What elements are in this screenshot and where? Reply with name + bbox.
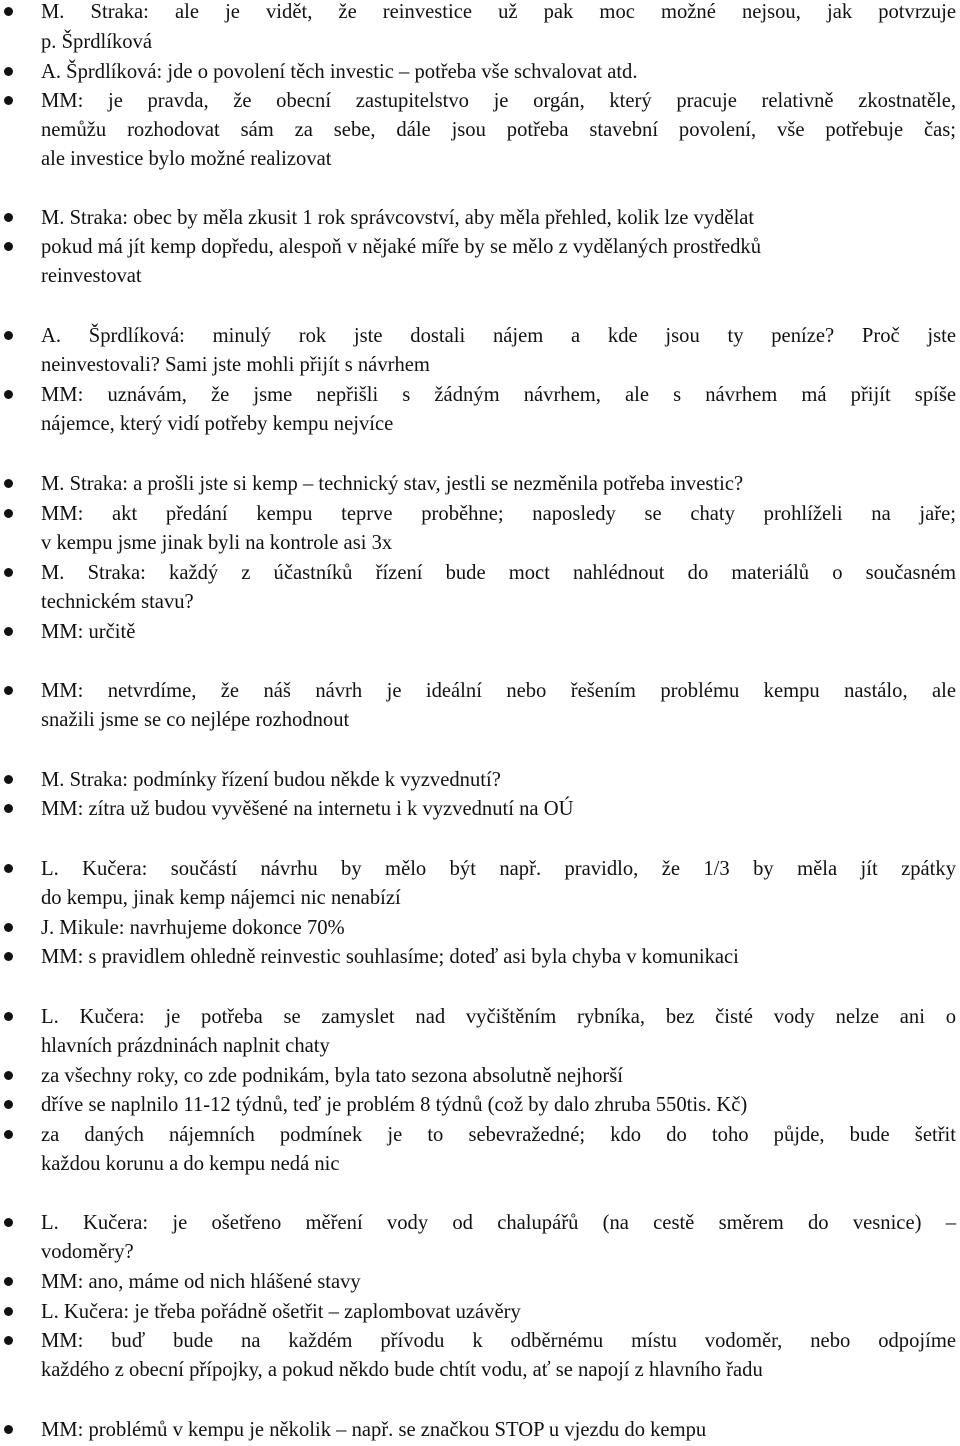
- paragraph-line: nemůžu rozhodovat sám za sebe, dále jsou potřeba stavební povolení, vše potřebuje čas;: [41, 119, 956, 141]
- paragraph-line: L. Kučera: je ošetřeno měření vody od chalupářů (na cestě směrem do vesnice) –: [41, 1212, 956, 1234]
- bullet-icon: [4, 96, 13, 105]
- paragraph-line: za daných nájemních podmínek je to sebevražedné; kdo do toho půjde, bude šetřit: [41, 1124, 956, 1146]
- paragraph-line: za všechny roky, co zde podnikám, byla tato sezona absolutně nejhorší: [41, 1065, 623, 1087]
- bullet-icon: [4, 864, 13, 873]
- bullet-icon: [4, 1100, 13, 1109]
- bullet-icon: [4, 627, 13, 636]
- bullet-icon: [4, 1425, 13, 1434]
- paragraph-line: A. Šprdlíková: jde o povolení těch investic – potřeba vše schvalovat atd.: [41, 61, 638, 83]
- bullet-icon: [4, 67, 13, 76]
- paragraph-line: pokud má jít kemp dopředu, alespoň v nějaké míře by se mělo z vydělaných prostředků: [41, 236, 762, 258]
- paragraph-line: v kempu jsme jinak byli na kontrole asi 3x: [41, 532, 393, 554]
- paragraph-line: M. Straka: obec by měla zkusit 1 rok správcovství, aby měla přehled, kolik lze vydělat: [41, 207, 755, 229]
- paragraph-line: každého z obecní přípojky, a pokud někdo bude chtít vodu, ať se napojí z hlavního řadu: [41, 1359, 763, 1381]
- bullet-icon: [4, 1307, 13, 1316]
- bullet-icon: [4, 242, 13, 251]
- bullet-icon: [4, 7, 13, 16]
- bullet-icon: [4, 952, 13, 961]
- paragraph-line: vodoměry?: [41, 1241, 134, 1263]
- paragraph-line: každou korunu a do kempu nedá nic: [41, 1153, 340, 1175]
- bullet-icon: [4, 686, 13, 695]
- bullet-icon: [4, 923, 13, 932]
- paragraph-line: L. Kučera: je potřeba se zamyslet nad vyčištěním rybníka, bez čisté vody nelze ani o: [41, 1006, 956, 1028]
- paragraph-line: do kempu, jinak kemp nájemci nic nenabízí: [41, 887, 401, 909]
- paragraph-line: MM: buď bude na každém přívodu k odběrnému místu vodoměr, nebo odpojíme: [41, 1330, 956, 1352]
- bullet-icon: [4, 1012, 13, 1021]
- paragraph-line: L. Kučera: je třeba pořádně ošetřit – zaplombovat uzávěry: [41, 1301, 521, 1323]
- paragraph-line: p. Šprdlíková: [41, 31, 152, 53]
- bullet-icon: [4, 1130, 13, 1139]
- paragraph-line: dříve se naplnilo 11-12 týdnů, teď je problém 8 týdnů (což by dalo zhruba 550tis. Kč): [41, 1094, 748, 1116]
- paragraph-line: MM: určitě: [41, 621, 136, 643]
- paragraph-line: hlavních prázdninách naplnit chaty: [41, 1035, 330, 1057]
- paragraph-line: MM: ano, máme od nich hlášené stavy: [41, 1271, 361, 1293]
- bullet-icon: [4, 1218, 13, 1227]
- bullet-icon: [4, 331, 13, 340]
- paragraph-line: M. Straka: podmínky řízení budou někde k vyzvednutí?: [41, 769, 501, 791]
- bullet-icon: [4, 1071, 13, 1080]
- paragraph-line: technickém stavu?: [41, 591, 194, 613]
- bullet-icon: [4, 804, 13, 813]
- paragraph-line: MM: uznávám, že jsme nepřišli s žádným návrhem, ale s návrhem má přijít spíše: [41, 384, 956, 406]
- paragraph-line: ale investice bylo možné realizovat: [41, 148, 332, 170]
- paragraph-line: MM: netvrdíme, že náš návrh je ideální nebo řešením problému kempu nastálo, ale: [41, 680, 956, 702]
- bullet-icon: [4, 390, 13, 399]
- bullet-icon: [4, 509, 13, 518]
- paragraph-line: snažili jsme se co nejlépe rozhodnout: [41, 709, 350, 731]
- bullet-icon: [4, 1336, 13, 1345]
- paragraph-line: M. Straka: každý z účastníků řízení bude moct nahlédnout do materiálů o současném: [41, 562, 956, 584]
- paragraph-line: MM: problémů v kempu je několik – např. se značkou STOP u vjezdu do kempu: [41, 1419, 707, 1441]
- paragraph-line: neinvestovali? Sami jste mohli přijít s návrhem: [41, 354, 430, 376]
- paragraph-line: MM: je pravda, že obecní zastupitelstvo je orgán, který pracuje relativně zkostnatěle,: [41, 90, 956, 112]
- bullet-icon: [4, 568, 13, 577]
- paragraph-line: J. Mikule: navrhujeme dokonce 70%: [41, 917, 345, 939]
- paragraph-line: MM: s pravidlem ohledně reinvestic souhlasíme; doteď asi byla chyba v komunikaci: [41, 946, 739, 968]
- bullet-icon: [4, 1277, 13, 1286]
- paragraph-line: A. Šprdlíková: minulý rok jste dostali nájem a kde jsou ty peníze? Proč jste: [41, 325, 956, 347]
- bullet-icon: [4, 479, 13, 488]
- bullet-icon: [4, 213, 13, 222]
- paragraph-line: L. Kučera: součástí návrhu by mělo být např. pravidlo, že 1/3 by měla jít zpátky: [41, 858, 956, 880]
- paragraph-line: MM: zítra už budou vyvěšené na internetu i k vyzvednutí na OÚ: [41, 798, 574, 820]
- paragraph-line: reinvestovat: [41, 265, 142, 287]
- paragraph-line: nájemce, který vidí potřeby kempu nejvíce: [41, 413, 394, 435]
- paragraph-line: MM: akt předání kempu teprve proběhne; naposledy se chaty prohlíželi na jaře;: [41, 503, 956, 525]
- bullet-icon: [4, 775, 13, 784]
- paragraph-line: M. Straka: a prošli jste si kemp – technický stav, jestli se nezměnila potřeba investic?: [41, 473, 744, 495]
- paragraph-line: M. Straka: ale je vidět, že reinvestice už pak moc možné nejsou, jak potvrzuje: [41, 1, 956, 23]
